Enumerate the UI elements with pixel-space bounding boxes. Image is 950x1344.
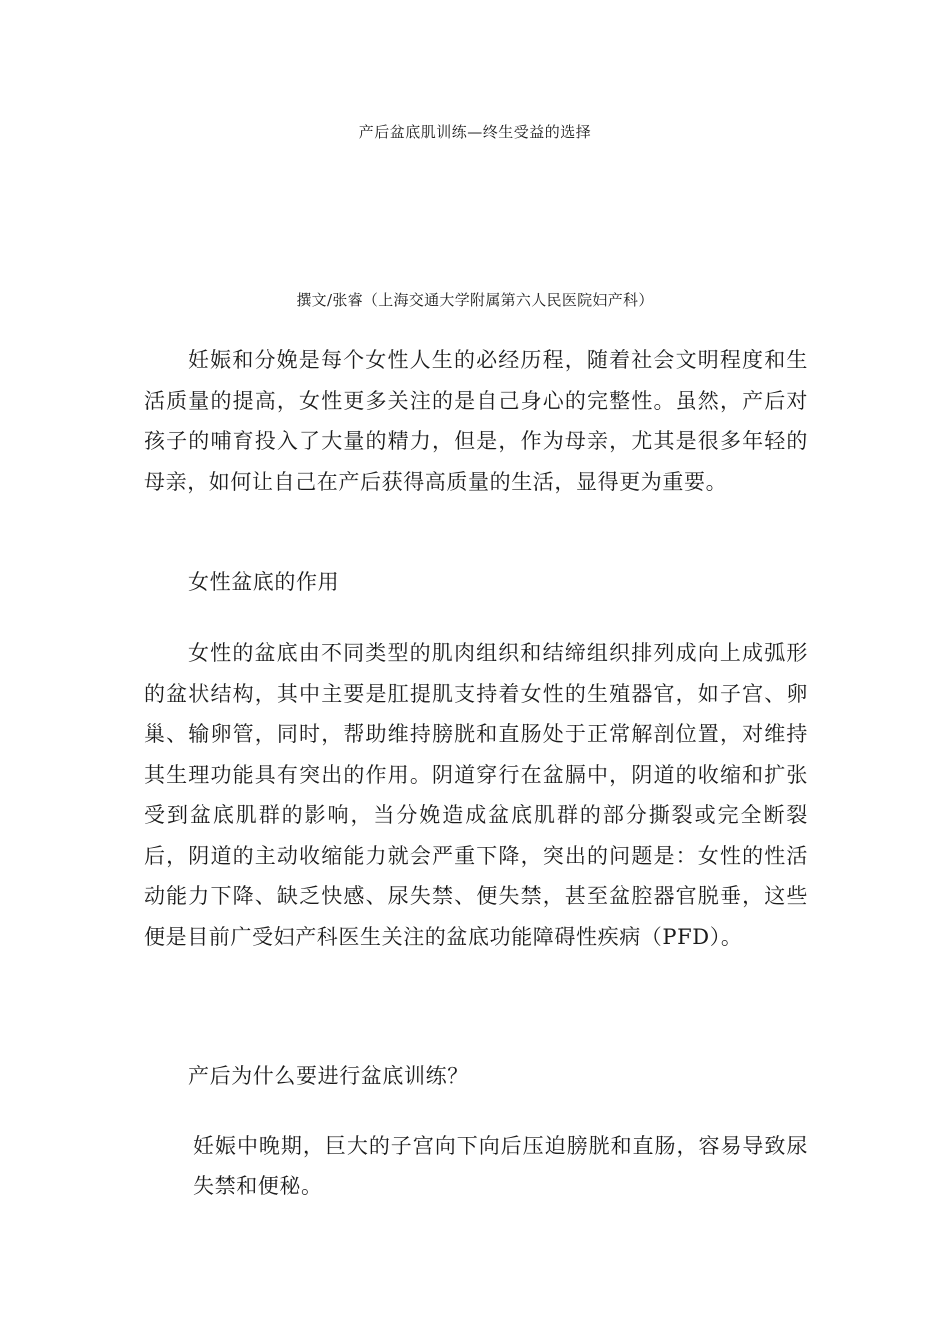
document-title: 产后盆底肌训练—终生受益的选择: [358, 123, 592, 141]
section-heading-pelvic-floor-role: 女性盆底的作用: [188, 570, 340, 594]
section-heading-why-training: 产后为什么要进行盆底训练？: [188, 1064, 469, 1088]
intro-paragraph: 妊娠和分娩是每个女性人生的必经历程，随着社会文明程度和生活质量的提高，女性更多关注的是自己身心的完整性。虽然，产后对孩子的哺育投入了大量的精力，但是，作为母亲，尤其是很多年轻的母亲，如何让自己在产后获得高质量的生活，显得更为重要。: [144, 348, 808, 494]
section-paragraph-pelvic-floor-role: 女性的盆底由不同类型的肌肉组织和结缔组织排列成向上成弧形的盆状结构，其中主要是肛提肌支持着女性的生殖器官，如子宫、卵巢、输卵管，同时，帮助维持膀胱和直肠处于正常解剖位置，对维持其生理功能具有突出的作用。阴道穿行在盆膈中，阴道的收缩和扩张受到盆底肌群的影响，当分娩造成盆底肌群的部分撕裂或完全断裂后，阴道的主动收缩能力就会严重下降，突出的问题是：女性的性活动能力下降、缺乏快感、尿失禁、便失禁，甚至盆腔器官脱垂，这些便是目前广受妇产科医生关注的盆底功能障碍性疾病（PFD）。: [144, 641, 808, 949]
section-paragraph-why-training: 妊娠中晚期，巨大的子宫向下向后压迫膀胱和直肠，容易导致尿失禁和便秘。: [193, 1134, 808, 1198]
author-byline: 撰文/张睿（上海交通大学附属第六人民医院妇产科）: [296, 291, 654, 309]
